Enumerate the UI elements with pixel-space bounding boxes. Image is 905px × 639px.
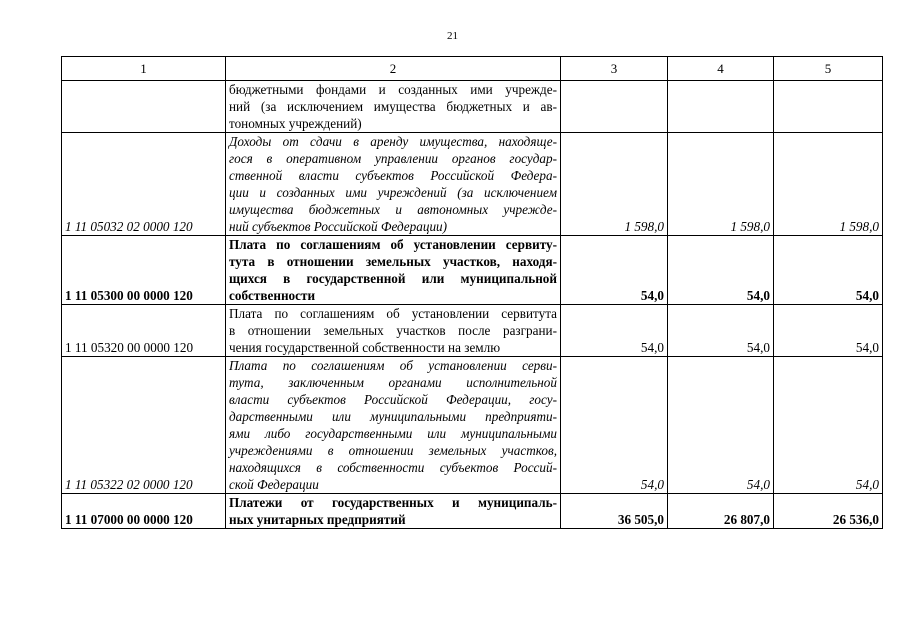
row-code: 1 11 05320 00 0000 120 bbox=[62, 305, 226, 357]
description-line: ции и созданных ими учреждений (за исключением bbox=[229, 185, 557, 200]
page-number: 21 bbox=[447, 30, 458, 42]
header-col-5: 5 bbox=[774, 57, 883, 81]
description-line: ний субъектов Российской Федерации) bbox=[229, 219, 448, 234]
row-value-col-3: 54,0 bbox=[561, 305, 668, 357]
description-line: чения государственной собственности на землю bbox=[229, 340, 501, 355]
description-line: тута в отношении земельных участков, находя- bbox=[229, 254, 557, 269]
description-line: Плата по соглашениям об установлении сервиту- bbox=[229, 237, 557, 252]
row-description bbox=[226, 236, 561, 305]
row-value-col-3: 1 598,0 bbox=[561, 133, 668, 236]
row-value-col-3: 54,0 bbox=[561, 236, 668, 305]
row-description bbox=[226, 133, 561, 236]
row-description bbox=[226, 494, 561, 529]
row-code: 1 11 07000 00 0000 120 bbox=[62, 494, 226, 529]
description-line: находящихся в собственности субъектов Россий- bbox=[229, 460, 557, 475]
header-col-3: 3 bbox=[561, 57, 668, 81]
description-line: тута, заключенным органами исполнительной bbox=[229, 375, 557, 390]
row-description bbox=[226, 81, 561, 133]
row-value-col-3: 54,0 bbox=[561, 357, 668, 494]
row-value-col-4 bbox=[668, 81, 774, 133]
budget-table bbox=[61, 56, 883, 529]
description-line: дарственными или муниципальными предприяти- bbox=[229, 409, 557, 424]
description-line: щихся в государственной или муниципальной bbox=[229, 271, 557, 286]
header-col-2: 2 bbox=[226, 57, 561, 81]
row-value-col-4: 54,0 bbox=[668, 305, 774, 357]
row-code: 1 11 05322 02 0000 120 bbox=[62, 357, 226, 494]
description-line: имущества бюджетных и автономных учрежде- bbox=[229, 202, 557, 217]
row-code: 1 11 05300 00 0000 120 bbox=[62, 236, 226, 305]
description-line: учреждениями в отношении земельных участков, bbox=[229, 443, 557, 458]
table-row bbox=[62, 494, 883, 529]
row-value-col-4: 54,0 bbox=[668, 236, 774, 305]
row-value-col-5: 1 598,0 bbox=[774, 133, 883, 236]
description-line: ных унитарных предприятий bbox=[229, 512, 406, 527]
row-value-col-4: 54,0 bbox=[668, 357, 774, 494]
description-line: гося в оперативном управлении органов государ- bbox=[229, 151, 557, 166]
header-row bbox=[62, 57, 883, 81]
row-value-col-5: 54,0 bbox=[774, 357, 883, 494]
description-line: Платежи от государственных и муниципаль- bbox=[229, 495, 557, 510]
description-line: в отношении земельных участков после разграни- bbox=[229, 323, 557, 338]
header-col-4: 4 bbox=[668, 57, 774, 81]
row-description bbox=[226, 305, 561, 357]
description-line: ний (за исключением имущества бюджетных и ав- bbox=[229, 99, 557, 114]
table-row bbox=[62, 357, 883, 494]
row-value-col-3: 36 505,0 bbox=[561, 494, 668, 529]
description-line: Плата по соглашениям об установлении сервитута bbox=[229, 306, 557, 321]
table-row bbox=[62, 81, 883, 133]
row-code bbox=[62, 81, 226, 133]
table-row bbox=[62, 236, 883, 305]
description-line: тономных учреждений) bbox=[229, 116, 362, 131]
row-value-col-5 bbox=[774, 81, 883, 133]
table-row bbox=[62, 133, 883, 236]
row-value-col-5: 54,0 bbox=[774, 305, 883, 357]
description-line: власти субъектов Российской Федерации, госу- bbox=[229, 392, 557, 407]
row-code: 1 11 05032 02 0000 120 bbox=[62, 133, 226, 236]
row-value-col-5: 54,0 bbox=[774, 236, 883, 305]
description-line: Плата по соглашениям об установлении серви- bbox=[229, 358, 557, 373]
description-line: бюджетными фондами и созданных ими учрежде- bbox=[229, 82, 557, 97]
description-line: ственной власти субъектов Российской Федера- bbox=[229, 168, 557, 183]
description-line: ями либо государственными или муниципальными bbox=[229, 426, 557, 441]
description-line: ской Федерации bbox=[229, 477, 319, 492]
description-line: собственности bbox=[229, 288, 316, 303]
row-value-col-3 bbox=[561, 81, 668, 133]
row-value-col-4: 1 598,0 bbox=[668, 133, 774, 236]
description-line: Доходы от сдачи в аренду имущества, находяще- bbox=[229, 134, 557, 149]
row-value-col-5: 26 536,0 bbox=[774, 494, 883, 529]
row-description bbox=[226, 357, 561, 494]
row-value-col-4: 26 807,0 bbox=[668, 494, 774, 529]
header-col-1: 1 bbox=[62, 57, 226, 81]
table-row bbox=[62, 305, 883, 357]
